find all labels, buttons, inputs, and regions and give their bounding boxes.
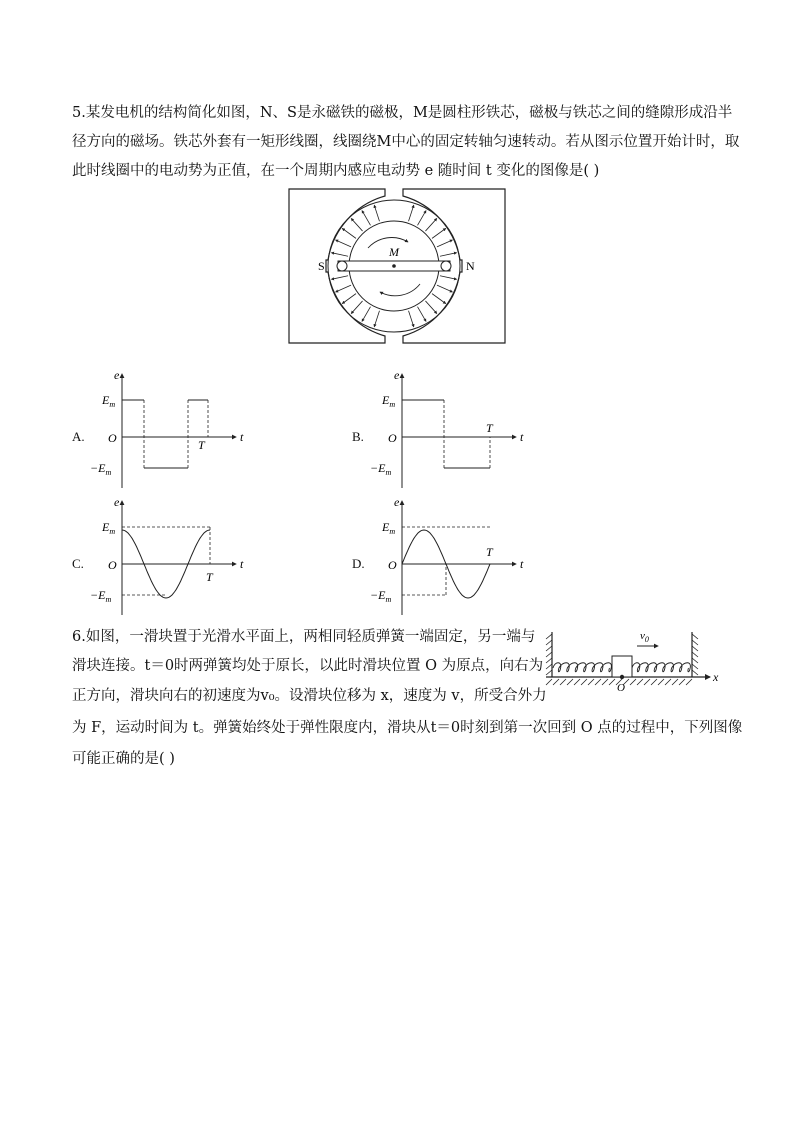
field-arrow xyxy=(362,211,371,226)
field-arrow xyxy=(409,311,414,327)
option-b[interactable] xyxy=(352,370,552,490)
neg-max-label: $-E_m$ xyxy=(90,588,112,604)
emf-graph-c xyxy=(72,497,272,617)
period-label: T xyxy=(198,438,205,452)
field-arrow xyxy=(425,218,436,231)
q6-line-3: 正方向，滑块向右的初速度为v₀。设滑块位移为 x，速度为 v，所受合外力 xyxy=(72,688,547,704)
field-arrow xyxy=(437,285,453,292)
option-d[interactable] xyxy=(352,497,552,617)
pole-n-label: N xyxy=(466,259,475,273)
field-arrow xyxy=(351,301,362,314)
spring xyxy=(632,663,690,672)
emf-graph-a xyxy=(72,370,272,490)
option-letter: C. xyxy=(72,556,84,571)
y-axis-label: e xyxy=(114,370,120,382)
emf-graph-b xyxy=(352,370,552,490)
field-arrow xyxy=(432,294,446,304)
y-axis-label: e xyxy=(394,497,400,509)
q6-line-2: 滑块连接。t＝0时两弹簧均处于原长，以此时滑块位置 O 为原点，向右为 xyxy=(72,658,544,674)
x-axis-label: t xyxy=(520,430,524,444)
x-axis-label: t xyxy=(520,557,524,571)
x-axis-label: x xyxy=(713,670,719,684)
spring xyxy=(553,663,611,672)
pos-max-label: $E_m$ xyxy=(382,393,396,409)
origin-label: O xyxy=(388,558,397,572)
option-letter: D. xyxy=(352,556,365,571)
field-arrow xyxy=(351,218,362,231)
spring-slider-figure xyxy=(540,622,730,694)
origin-o-label: O xyxy=(617,682,625,694)
period-label: T xyxy=(486,421,493,435)
option-letter: B. xyxy=(352,429,364,444)
neg-max-label: $-E_m$ xyxy=(370,588,392,604)
pole-s-label: S xyxy=(318,259,325,273)
v0-label: $v_0$ xyxy=(640,630,649,644)
pos-max-label: $E_m$ xyxy=(102,393,116,409)
field-arrow xyxy=(336,285,352,292)
core-m-label: M xyxy=(389,245,399,259)
neg-max-label: $-E_m$ xyxy=(370,461,392,477)
field-arrow xyxy=(425,301,436,314)
field-arrow xyxy=(437,240,453,247)
field-arrow xyxy=(374,311,379,327)
option-c[interactable] xyxy=(72,497,272,617)
field-arrow xyxy=(440,253,457,257)
period-label: T xyxy=(206,570,213,584)
field-arrow xyxy=(342,228,356,238)
origin-label: O xyxy=(388,431,397,445)
field-arrow xyxy=(331,276,348,280)
field-arrow xyxy=(432,228,446,238)
x-axis-label: t xyxy=(240,557,244,571)
field-arrow xyxy=(336,240,352,247)
field-arrow xyxy=(374,205,379,221)
pos-max-label: $E_m$ xyxy=(382,520,396,536)
x-axis-label: t xyxy=(240,430,244,444)
field-arrow xyxy=(331,253,348,257)
origin-label: O xyxy=(108,431,117,445)
y-axis-label: e xyxy=(394,370,400,382)
q6-line-5: 可能正确的是( ) xyxy=(72,751,175,767)
field-arrow xyxy=(342,294,356,304)
field-arrow xyxy=(418,211,427,226)
generator-figure xyxy=(288,188,506,344)
pos-max-label: $E_m$ xyxy=(102,520,116,536)
field-arrow xyxy=(440,276,457,280)
option-a[interactable] xyxy=(72,370,272,490)
q5-line-3: 此时线圈中的电动势为正值，在一个周期内感应电动势 e 随时间 t 变化的图像是( ) xyxy=(72,163,600,179)
period-label: T xyxy=(486,545,493,559)
q5-line-2: 径方向的磁场。铁芯外套有一矩形线圈，线圈绕M中心的固定转轴匀速转动。若从图示位置开始计时，取 xyxy=(72,134,740,150)
field-arrow xyxy=(418,307,427,322)
neg-max-label: $-E_m$ xyxy=(90,461,112,477)
q5-line-1: 5.某发电机的结构简化如图，N、S是永磁铁的磁极，M是圆柱形铁芯，磁极与铁芯之间的缝隙形成沿半 xyxy=(72,105,733,121)
field-arrow xyxy=(362,307,371,322)
origin-label: O xyxy=(108,558,117,572)
field-arrow xyxy=(409,205,414,221)
option-letter: A. xyxy=(72,429,85,444)
emf-graph-d xyxy=(352,497,552,617)
q6-line-4: 为 F，运动时间为 t。弹簧始终处于弹性限度内，滑块从t＝0时刻到第一次回到 O 点的过程中，下列图像 xyxy=(72,720,743,736)
y-axis-label: e xyxy=(114,497,120,509)
q6-line-1: 6.如图，一滑块置于光滑水平面上，两相同轻质弹簧一端固定，另一端与 xyxy=(72,629,536,645)
